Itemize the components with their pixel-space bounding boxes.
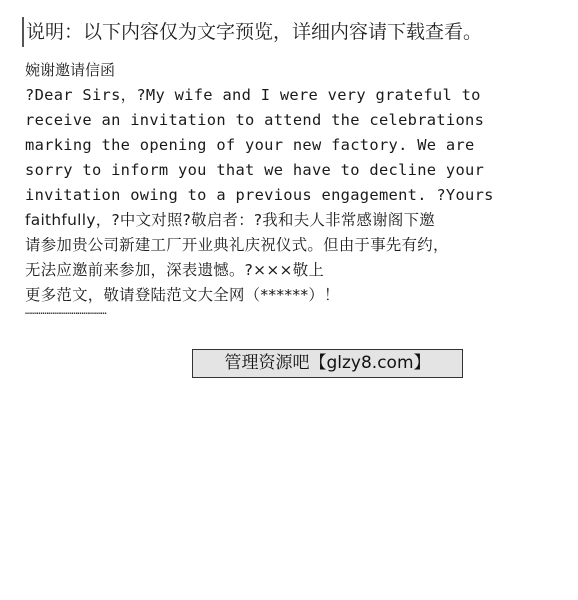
document-body — [25, 83, 555, 308]
site-link-button[interactable]: 管理资源吧【glzy8.com】 — [192, 349, 463, 378]
body-line: invitation owing to a previous engagement. ?Yours — [25, 186, 494, 204]
more-templates-line: 更多范文，敬请登陆范文大全网（******）！ — [25, 286, 340, 304]
body-line: ?Dear Sirs，?My wife and I were very grateful to — [25, 86, 481, 104]
body-line: receive an invitation to attend the celebrations — [25, 111, 485, 129]
preview-notice: 说明：以下内容仅为文字预览，详细内容请下载查看。 — [22, 17, 572, 47]
document-title: 婉谢邀请信函 — [25, 61, 116, 79]
body-line: 请参加贵公司新建工厂开业典礼庆祝仪式。但由于事先有约， — [25, 236, 449, 254]
body-line: faithfully，?中文对照?敬启者：?我和夫人非常感谢阁下邀 — [25, 211, 435, 229]
dotted-separator: …………………………………… — [25, 306, 107, 317]
document-content — [25, 58, 555, 318]
body-line: marking the opening of your new factory. We are — [25, 136, 475, 154]
body-line: 无法应邀前来参加，深表遗憾。?×××敬上 — [25, 261, 325, 279]
body-line: sorry to inform you that we have to decline your — [25, 161, 485, 179]
